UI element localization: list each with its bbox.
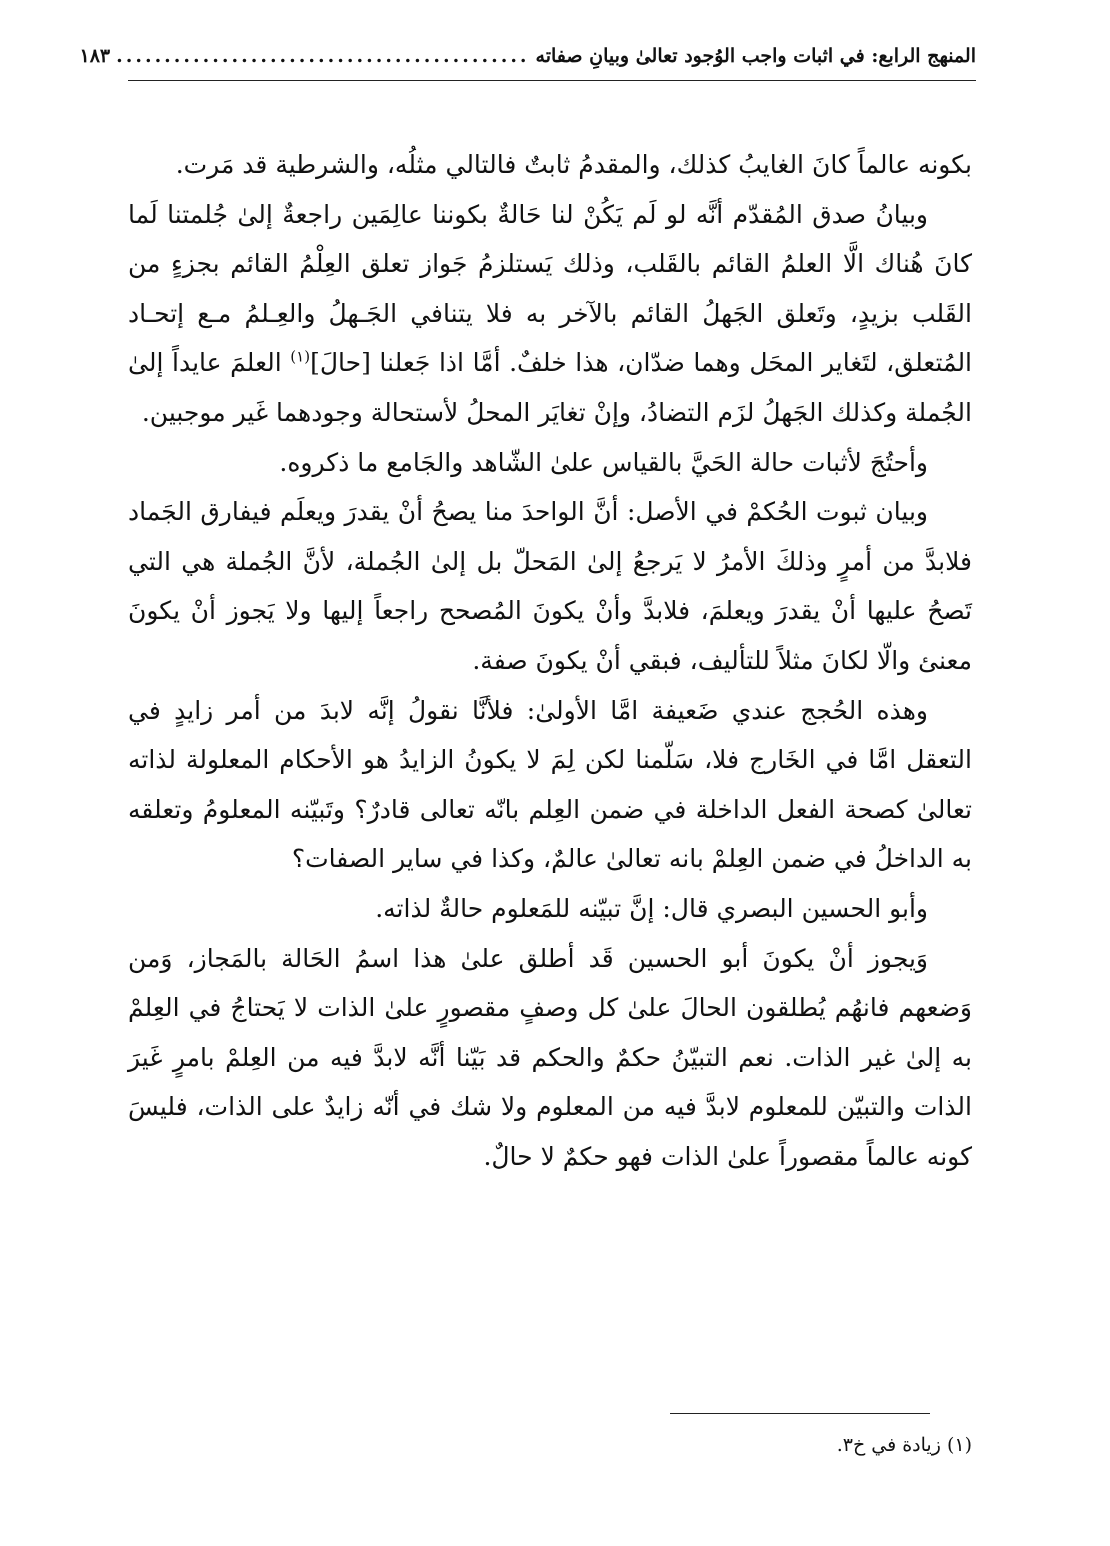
- paragraph-6: وأبو الحسين البصري قال: إنَّ تبيّنه للمَعلوم حالةٌ لذاته.: [375, 893, 928, 923]
- paragraph-2: [128, 190, 972, 438]
- footnote-reference: (١): [290, 348, 311, 367]
- running-head: [79, 36, 976, 76]
- paragraph-4: وبيان ثبوت الحُكمْ في الأصل: أنَّ الواحدَ منا يصحُ أنْ يقدرَ ويعلَم فيفارق الجَماد فلابدَّ من أمرٍ وذلكَ الأمرُ لا يَرجعُ إلىٰ المَحلّ بل إلىٰ الجُملة، لأنَّ الجُملة هي التي تَصحُ عليها أنْ يقدرَ ويعلمَ، فلابدَّ وأنْ يكونَ المُصحح راجعاً إليها ولا يَجوز أنْ يكونَ معنئ والّا لكانَ مثلاً للتأليف، فبقي أنْ يكونَ صفة.: [128, 497, 972, 675]
- page-number: ١٨٣: [79, 45, 111, 67]
- paragraph-3: وأحتُجَ لأثبات حالة الحَيَّ بالقياس علىٰ الشّاهد والجَامع ما ذكروه.: [279, 447, 928, 477]
- header-rule: [128, 80, 976, 81]
- paragraph-5: وهذه الحُجج عندي ضَعيفة امَّا الأولىٰ: فلأنَّا نقولُ إنَّه لابدَ من أمر زايدٍ في التعقل امَّا في الخَارج فلا، سَلّمنا لكن لِمَ لا يكونُ الزايدُ هو الأحكام المعلولة لذاته تعالىٰ كصحة الفعل الداخلة في ضمن العِلم بانّه تعالى قادرٌ؟ وتَبيّنه المعلومُ وتعلقه به الداخلُ في ضمن العِلمْ بانه تعالىٰ عالمٌ، وكذا في ساير الصفات؟: [128, 695, 972, 874]
- paragraph-2-continuation: إلىٰ الجُملة وكذلك الجَهلُ لزَم التضادُ، وإنْ تغايَر المحلُ لأستحالة وجودهما غَير موجبين.: [128, 348, 972, 427]
- paragraph-1: بكونه عالماً كانَ الغايبُ كذلك، والمقدمُ ثابتٌ فالتالي مثلُه، والشرطية قد مَرت.: [175, 150, 972, 179]
- running-head-title: المنهج الرابع: في اثبات واجب الوُجود تعالىٰ وبيانِ صفاته: [535, 45, 976, 67]
- footnote: (١) زيادة في خ٣.: [836, 1434, 972, 1456]
- paragraph-7: وَيجوز أنْ يكونَ أبو الحسين قَد أطلق علىٰ هذا اسمُ الحَالة بالمَجاز، وَمن وَضعهم فانهُم يُطلقون الحالَ علىٰ كل وصفٍ مقصورٍ علىٰ الذات لا يَحتاجُ في العِلمْ به إلىٰ غير الذات. نعم التبيّنُ حكمٌ والحكم قد بَيّنا أنَّه لابدَّ فيه من العِلمْ بامرٍ غَيرَ الذات والتبيّن للمعلوم لابدَّ فيه من المعلوم ولا شك في أنّه زايدٌ على الذات، فليسَ كونه عالماً مقصوراً علىٰ الذات فهو حكمٌ لا حالٌ.: [128, 943, 972, 1171]
- main-text: [128, 140, 972, 1181]
- paragraph-2-text: وبيانُ صدق المُقدّم أنَّه لو لَم يَكُنْ لنا حَالةٌ بكوننا عالِمَين راجعةٌ إلىٰ جُلمتنا لَما كانَ هُناك الَّا العلمُ القائم بالقَلب، وذلك يَستلزمُ جَواز تعلق العِلْمُ القائم بجزءٍ من القَلب بزيدٍ، وتَعلق الجَهلُ القائم بالآخر به فلا يتنافي الجَـهلُ والعِـلمُ مـع إتحـاد المُتعلق، لتَغاير المحَل وهما ضدّان، هذا خلفٌ. أمَّا اذا جَعلنا [حالَ]: [128, 199, 973, 378]
- paragraph-2-tail: العلمَ عايداً: [172, 348, 282, 378]
- footnote-rule: [670, 1413, 930, 1414]
- leader-dots: ...........................................: [116, 45, 530, 67]
